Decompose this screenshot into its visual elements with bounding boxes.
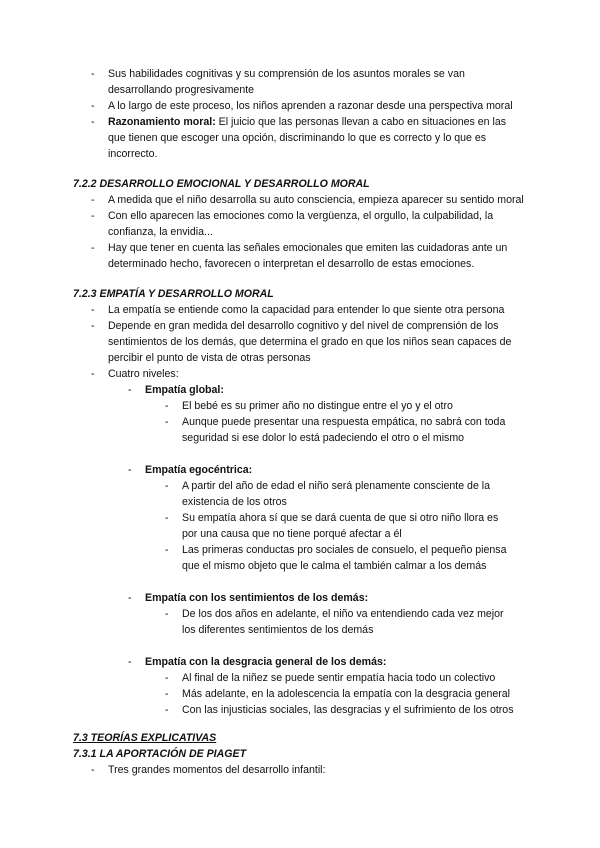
list-item <box>0 98 600 114</box>
levels-label: Cuatro niveles: <box>108 368 179 380</box>
list-item-text: Más adelante, en la adolescencia la empatía con la desgracia general <box>182 688 511 700</box>
list-item <box>0 606 600 638</box>
document-page <box>0 66 600 778</box>
level-title: Empatía global: <box>145 384 224 396</box>
list-item-text: El juicio que las personas llevan a cabo en situaciones en las que tienen que escoger una opción, discriminando lo que es correcto y lo que es incorrecto. <box>108 116 507 160</box>
bullet-dash: - <box>165 544 169 556</box>
list-item <box>0 318 600 366</box>
bullet-dash: - <box>128 592 132 604</box>
spacer <box>0 638 600 654</box>
bullet-dash: - <box>165 688 169 700</box>
list-item-text: Aunque puede presentar una respuesta empática, no sabrá con toda seguridad si ese dolor lo está padeciendo el otro o el mismo <box>182 416 506 444</box>
list-item-text: Depende en gran medida del desarrollo cognitivo y del nivel de comprensión de los sentimientos de los demás, que determina el grado en que los niños sean capaces de percibir el punto de vista de otras personas <box>108 320 512 364</box>
bullet-dash: - <box>165 416 169 428</box>
section-722-list <box>0 192 600 272</box>
list-item-text: Con ello aparecen las emociones como la vergüenza, el orgullo, la culpabilidad, la confianza, la envidia... <box>108 210 494 238</box>
level-title: Empatía con la desgracia general de los demás: <box>145 656 387 668</box>
bullet-dash: - <box>91 368 95 380</box>
bullet-dash: - <box>91 100 95 112</box>
list-item <box>0 414 600 446</box>
bullet-dash: - <box>91 210 95 222</box>
level-sublist <box>0 670 600 718</box>
list-item-text: A medida que el niño desarrolla su auto consciencia, empieza aparecer su sentido moral <box>108 194 524 206</box>
list-item <box>0 240 600 272</box>
section-723-list <box>0 302 600 382</box>
level-sublist <box>0 478 600 574</box>
list-item-text: Sus habilidades cognitivas y su comprensión de los asuntos morales se van desarrollando progresivamente <box>108 68 465 96</box>
level-item <box>0 590 600 606</box>
list-item <box>0 114 600 162</box>
level-list <box>0 382 600 398</box>
bullet-dash: - <box>91 116 95 128</box>
list-item-text: La empatía se entiende como la capacidad para entender lo que siente otra persona <box>108 304 505 316</box>
bullet-dash: - <box>165 512 169 524</box>
list-item <box>0 398 600 414</box>
section-731-list <box>0 762 600 778</box>
list-item-text: Hay que tener en cuenta las señales emocionales que emiten las cuidadoras ante un determinado hecho, favorecen o interpretan el desarrollo de estas emociones. <box>108 242 508 270</box>
list-item-text: De los dos años en adelante, el niño va entendiendo cada vez mejor los diferentes sentimientos de los demás <box>182 608 504 636</box>
list-item <box>0 192 600 208</box>
list-item-text: El bebé es su primer año no distingue entre el yo y el otro <box>182 400 453 412</box>
list-item-text: Las primeras conductas pro sociales de consuelo, el pequeño piensa que el mismo objeto que le calma el también calmar a los demás <box>182 544 507 572</box>
list-item-text: Su empatía ahora sí que se dará cuenta de que si otro niño llora es por una causa que no tiene porqué afectar a él <box>182 512 499 540</box>
intro-list <box>0 66 600 162</box>
bullet-dash: - <box>91 320 95 332</box>
list-item <box>0 542 600 574</box>
level-title: Empatía egocéntrica: <box>145 464 253 476</box>
section-heading-722: 7.2.2 DESARROLLO EMOCIONAL Y DESARROLLO MORAL <box>73 178 370 190</box>
list-item-text: A partir del año de edad el niño será plenamente consciente de la existencia de los otros <box>182 480 491 508</box>
level-list <box>0 654 600 670</box>
level-list <box>0 590 600 606</box>
list-item <box>0 762 600 778</box>
bullet-dash: - <box>128 384 132 396</box>
level-sublist <box>0 398 600 446</box>
section-heading-73: 7.3 TEORÍAS EXPLICATIVAS <box>73 732 217 744</box>
term-razonamiento-moral: Razonamiento moral: <box>108 116 216 128</box>
level-list <box>0 462 600 478</box>
level-title: Empatía con los sentimientos de los demás: <box>145 592 369 604</box>
list-item <box>0 510 600 542</box>
bullet-dash: - <box>165 480 169 492</box>
bullet-dash: - <box>128 464 132 476</box>
bullet-dash: - <box>91 242 95 254</box>
bullet-dash: - <box>91 68 95 80</box>
list-item <box>0 670 600 686</box>
list-item-text: Tres grandes momentos del desarrollo infantil: <box>108 764 326 776</box>
level-item <box>0 654 600 670</box>
level-item <box>0 382 600 398</box>
list-item <box>0 686 600 702</box>
bullet-dash: - <box>91 304 95 316</box>
bullet-dash: - <box>165 608 169 620</box>
level-sublist <box>0 606 600 638</box>
bullet-dash: - <box>91 194 95 206</box>
spacer <box>0 446 600 462</box>
level-item <box>0 462 600 478</box>
bullet-dash: - <box>165 400 169 412</box>
list-item <box>0 702 600 718</box>
list-item <box>0 478 600 510</box>
list-item <box>0 366 600 382</box>
section-heading-723: 7.2.3 EMPATÍA Y DESARROLLO MORAL <box>73 288 274 300</box>
spacer <box>0 574 600 590</box>
list-item-text: Con las injusticias sociales, las desgracias y el sufrimiento de los otros <box>182 704 514 716</box>
bullet-dash: - <box>91 764 95 776</box>
bullet-dash: - <box>165 704 169 716</box>
list-item-text: A lo largo de este proceso, los niños aprenden a razonar desde una perspectiva moral <box>108 100 513 112</box>
list-item <box>0 66 600 98</box>
list-item-text: Al final de la niñez se puede sentir empatía hacia todo un colectivo <box>182 672 496 684</box>
bullet-dash: - <box>165 672 169 684</box>
bullet-dash: - <box>128 656 132 668</box>
section-heading-731: 7.3.1 LA APORTACIÓN DE PIAGET <box>73 748 247 760</box>
list-item <box>0 208 600 240</box>
list-item <box>0 302 600 318</box>
